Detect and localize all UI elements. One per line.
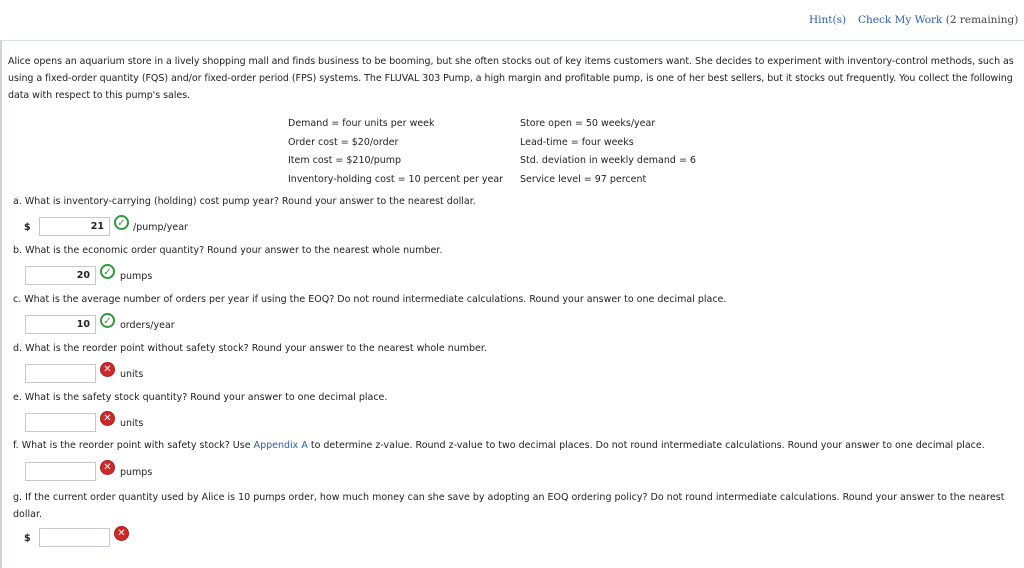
left-rule <box>0 40 2 568</box>
appendix-a-link[interactable]: Appendix A <box>253 440 308 451</box>
data-store-open: Store open = 50 weeks/year <box>520 118 656 129</box>
answer-c-input[interactable]: 10 <box>25 315 96 334</box>
question-c-text: c. What is the average number of orders per year if using the EOQ? Do not round intermediate calculations. Round your answer to one decimal place. <box>13 294 727 305</box>
answer-g-input[interactable] <box>39 528 110 547</box>
check-my-work-link[interactable] <box>858 14 1018 26</box>
answer-e-input[interactable] <box>25 413 96 432</box>
data-table-left <box>288 115 503 189</box>
answer-b-input[interactable]: 20 <box>25 266 96 285</box>
remaining-count: (2 remaining) <box>945 14 1019 26</box>
question-f-text-after: to determine z-value. Round z-value to two decimal places. Do not round intermediate calculations. Round your answer to one decimal place. <box>307 440 985 451</box>
check-my-work-label[interactable]: Check My Work <box>858 14 943 26</box>
answer-c-unit: orders/year <box>120 320 175 331</box>
currency-symbol-g: $ <box>24 533 31 544</box>
answer-d-unit: units <box>120 369 144 380</box>
x-circle-icon: ✕ <box>100 362 115 377</box>
data-holding-cost: Inventory-holding cost = 10 percent per year <box>288 173 504 185</box>
answer-d-input[interactable] <box>25 364 96 383</box>
question-g-text: g. If the current order quantity used by Alice is 10 pumps order, how much money can she save by adopting an EOQ ordering policy? Do not round intermediate calculations. Round your answer to the nearest dollar. <box>13 492 1005 520</box>
check-circle-icon: ✓ <box>100 264 115 279</box>
check-circle-icon: ✓ <box>100 313 115 328</box>
x-circle-icon: ✕ <box>100 411 115 426</box>
answer-a-input[interactable]: 21 <box>39 217 110 236</box>
answer-a-unit: /pump/year <box>133 222 188 233</box>
data-table-right <box>520 115 696 189</box>
question-e-text: e. What is the safety stock quantity? Round your answer to one decimal place. <box>13 392 388 403</box>
question-f-text <box>13 440 985 451</box>
data-order-cost: Order cost = $20/order <box>288 136 399 148</box>
question-b-text: b. What is the economic order quantity? Round your answer to the nearest whole number. <box>13 245 443 256</box>
answer-e-unit: units <box>120 418 144 429</box>
question-a-text: a. What is inventory-carrying (holding) cost pump year? Round your answer to the nearest dollar. <box>13 196 476 207</box>
problem-intro: Alice opens an aquarium store in a lively shopping mall and finds business to be booming, but she often stocks out of key items customers want. She decides to experiment with inventory-control methods, such as using a fixed-order quantity (FQS) and/or fixed-order period (FPS) systems. The FLUVAL 303 Pump, a high margin and profitable pump, is one of her best sellers, but it stocks out frequently. You collect the following data with respect to this pump's sales. <box>8 56 1014 101</box>
data-std-deviation: Std. deviation in weekly demand = 6 <box>520 155 696 166</box>
check-circle-icon: ✓ <box>114 215 129 230</box>
data-demand: Demand = four units per week <box>288 118 435 129</box>
x-circle-icon: ✕ <box>100 460 115 475</box>
answer-f-input[interactable] <box>25 462 96 481</box>
question-f-text-before: f. What is the reorder point with safety stock? Use <box>13 440 254 451</box>
answer-b-unit: pumps <box>120 271 153 282</box>
top-toolbar <box>0 0 1024 41</box>
data-item-cost: Item cost = $210/pump <box>288 155 402 166</box>
data-lead-time: Lead-time = four weeks <box>520 136 634 148</box>
currency-symbol-a: $ <box>24 222 31 233</box>
answer-f-unit: pumps <box>120 467 153 478</box>
data-service-level: Service level = 97 percent <box>520 173 647 185</box>
question-d-text: d. What is the reorder point without safety stock? Round your answer to the nearest whole number. <box>13 343 487 354</box>
x-circle-icon: ✕ <box>114 526 129 541</box>
hints-link[interactable]: Hint(s) <box>809 14 847 26</box>
